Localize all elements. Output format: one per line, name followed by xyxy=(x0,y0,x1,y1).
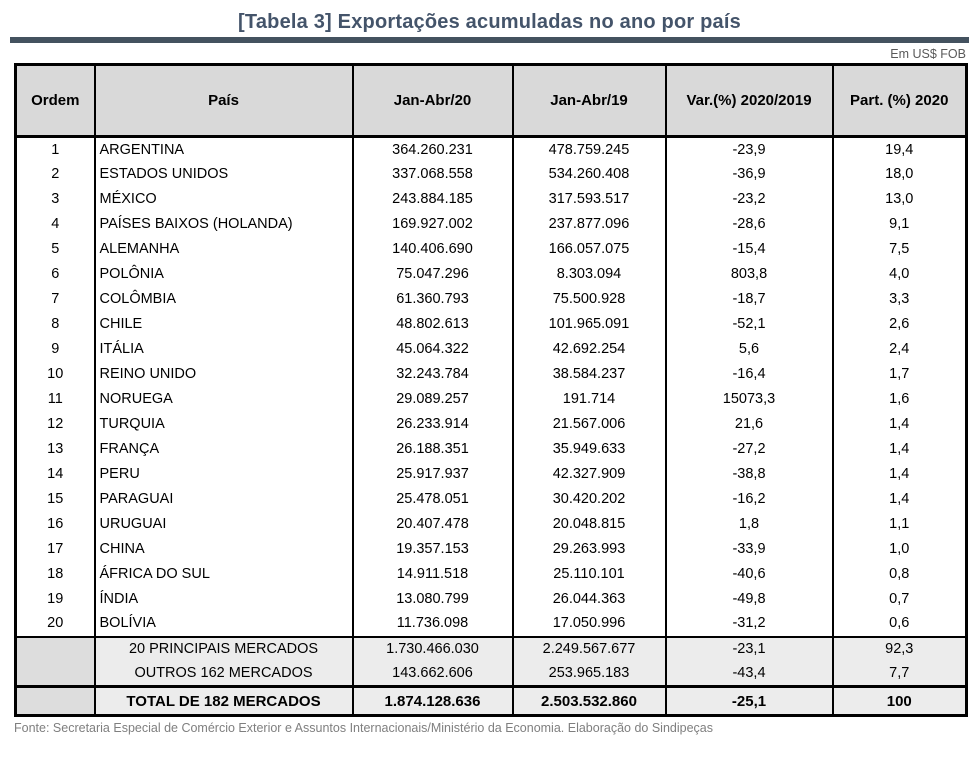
order-cell: 16 xyxy=(16,512,95,537)
value-2019-cell: 253.965.183 xyxy=(513,662,666,687)
value-2020-cell: 364.260.231 xyxy=(353,137,513,162)
variation-cell: -36,9 xyxy=(666,162,833,187)
table-row xyxy=(16,337,967,362)
share-cell: 92,3 xyxy=(833,637,967,662)
source-note: Fonte: Secretaria Especial de Comércio Exterior e Assuntos Internacionais/Ministério da Economia. Elaboração do Sindipeças xyxy=(14,721,713,735)
order-cell: 2 xyxy=(16,162,95,187)
share-cell: 7,7 xyxy=(833,662,967,687)
country-cell: 20 PRINCIPAIS MERCADOS xyxy=(95,637,353,662)
share-cell: 1,4 xyxy=(833,412,967,437)
value-2019-cell: 478.759.245 xyxy=(513,137,666,162)
variation-cell: -15,4 xyxy=(666,237,833,262)
column-header-var: Var.(%) 2020/2019 xyxy=(666,65,833,137)
country-cell: PAÍSES BAIXOS (HOLANDA) xyxy=(95,212,353,237)
order-cell: 11 xyxy=(16,387,95,412)
value-2019-cell: 166.057.075 xyxy=(513,237,666,262)
column-header-pais: País xyxy=(95,65,353,137)
variation-cell: -40,6 xyxy=(666,562,833,587)
value-2019-cell: 20.048.815 xyxy=(513,512,666,537)
order-cell: 14 xyxy=(16,462,95,487)
variation-cell: -28,6 xyxy=(666,212,833,237)
share-cell: 2,6 xyxy=(833,312,967,337)
variation-cell: -23,1 xyxy=(666,637,833,662)
table-row xyxy=(16,237,967,262)
share-cell: 1,6 xyxy=(833,387,967,412)
value-2019-cell: 42.692.254 xyxy=(513,337,666,362)
table-row xyxy=(16,562,967,587)
column-header-ordem: Ordem xyxy=(16,65,95,137)
value-2019-cell: 2.249.567.677 xyxy=(513,637,666,662)
value-2019-cell: 534.260.408 xyxy=(513,162,666,187)
country-cell: COLÔMBIA xyxy=(95,287,353,312)
country-cell: OUTROS 162 MERCADOS xyxy=(95,662,353,687)
share-cell: 2,4 xyxy=(833,337,967,362)
order-cell: 17 xyxy=(16,537,95,562)
country-cell: ALEMANHA xyxy=(95,237,353,262)
country-cell: CHINA xyxy=(95,537,353,562)
share-cell: 13,0 xyxy=(833,187,967,212)
country-cell: CHILE xyxy=(95,312,353,337)
value-2019-cell: 29.263.993 xyxy=(513,537,666,562)
order-cell: 12 xyxy=(16,412,95,437)
table-header xyxy=(16,65,967,137)
value-2020-cell: 25.478.051 xyxy=(353,487,513,512)
order-cell: 19 xyxy=(16,587,95,612)
value-2019-cell: 42.327.909 xyxy=(513,462,666,487)
value-2020-cell: 26.233.914 xyxy=(353,412,513,437)
country-cell: ÍNDIA xyxy=(95,587,353,612)
order-cell: 20 xyxy=(16,612,95,637)
share-cell: 18,0 xyxy=(833,162,967,187)
country-cell: REINO UNIDO xyxy=(95,362,353,387)
variation-cell: 1,8 xyxy=(666,512,833,537)
value-2019-cell: 26.044.363 xyxy=(513,587,666,612)
variation-cell: -16,4 xyxy=(666,362,833,387)
order-cell: 8 xyxy=(16,312,95,337)
unit-note: Em US$ FOB xyxy=(890,47,966,61)
summary-row xyxy=(16,637,967,662)
order-cell: 6 xyxy=(16,262,95,287)
value-2020-cell: 1.874.128.636 xyxy=(353,687,513,716)
table-row xyxy=(16,262,967,287)
variation-cell: 5,6 xyxy=(666,337,833,362)
value-2019-cell: 2.503.532.860 xyxy=(513,687,666,716)
page-title: [Tabela 3] Exportações acumuladas no ano por país xyxy=(238,11,741,33)
table-row xyxy=(16,387,967,412)
country-cell: ARGENTINA xyxy=(95,137,353,162)
value-2020-cell: 140.406.690 xyxy=(353,237,513,262)
table-row xyxy=(16,162,967,187)
variation-cell: 803,8 xyxy=(666,262,833,287)
share-cell: 1,7 xyxy=(833,362,967,387)
value-2019-cell: 17.050.996 xyxy=(513,612,666,637)
value-2019-cell: 75.500.928 xyxy=(513,287,666,312)
value-2020-cell: 26.188.351 xyxy=(353,437,513,462)
summary-row xyxy=(16,662,967,687)
country-cell: BOLÍVIA xyxy=(95,612,353,637)
country-cell: ÁFRICA DO SUL xyxy=(95,562,353,587)
share-cell: 0,8 xyxy=(833,562,967,587)
value-2020-cell: 243.884.185 xyxy=(353,187,513,212)
variation-cell: -18,7 xyxy=(666,287,833,312)
order-cell: 18 xyxy=(16,562,95,587)
share-cell: 3,3 xyxy=(833,287,967,312)
variation-cell: -52,1 xyxy=(666,312,833,337)
country-cell: NORUEGA xyxy=(95,387,353,412)
value-2020-cell: 29.089.257 xyxy=(353,387,513,412)
value-2020-cell: 169.927.002 xyxy=(353,212,513,237)
value-2019-cell: 237.877.096 xyxy=(513,212,666,237)
country-cell: FRANÇA xyxy=(95,437,353,462)
value-2020-cell: 14.911.518 xyxy=(353,562,513,587)
value-2020-cell: 13.080.799 xyxy=(353,587,513,612)
share-cell: 0,6 xyxy=(833,612,967,637)
value-2020-cell: 20.407.478 xyxy=(353,512,513,537)
summary-rows xyxy=(16,637,967,716)
variation-cell: -31,2 xyxy=(666,612,833,637)
header-row xyxy=(16,65,967,137)
country-rows xyxy=(16,137,967,637)
country-cell: PERU xyxy=(95,462,353,487)
title-underline-rule xyxy=(10,37,969,43)
order-cell: 3 xyxy=(16,187,95,212)
value-2019-cell: 21.567.006 xyxy=(513,412,666,437)
value-2020-cell: 11.736.098 xyxy=(353,612,513,637)
order-cell: 9 xyxy=(16,337,95,362)
table-row xyxy=(16,212,967,237)
order-cell: 7 xyxy=(16,287,95,312)
order-cell xyxy=(16,687,95,716)
value-2019-cell: 38.584.237 xyxy=(513,362,666,387)
variation-cell: -27,2 xyxy=(666,437,833,462)
share-cell: 100 xyxy=(833,687,967,716)
table-row xyxy=(16,187,967,212)
variation-cell: -38,8 xyxy=(666,462,833,487)
country-cell: TOTAL DE 182 MERCADOS xyxy=(95,687,353,716)
order-cell: 15 xyxy=(16,487,95,512)
table-row xyxy=(16,512,967,537)
share-cell: 1,0 xyxy=(833,537,967,562)
country-cell: PARAGUAI xyxy=(95,487,353,512)
table-row xyxy=(16,437,967,462)
country-cell: ITÁLIA xyxy=(95,337,353,362)
value-2020-cell: 48.802.613 xyxy=(353,312,513,337)
total-row xyxy=(16,687,967,716)
share-cell: 1,4 xyxy=(833,462,967,487)
share-cell: 1,4 xyxy=(833,437,967,462)
order-cell: 13 xyxy=(16,437,95,462)
table-row xyxy=(16,362,967,387)
table-row xyxy=(16,537,967,562)
value-2020-cell: 337.068.558 xyxy=(353,162,513,187)
value-2019-cell: 8.303.094 xyxy=(513,262,666,287)
variation-cell: -33,9 xyxy=(666,537,833,562)
order-cell: 10 xyxy=(16,362,95,387)
value-2019-cell: 101.965.091 xyxy=(513,312,666,337)
variation-cell: 15073,3 xyxy=(666,387,833,412)
value-2020-cell: 25.917.937 xyxy=(353,462,513,487)
table-row xyxy=(16,462,967,487)
value-2020-cell: 1.730.466.030 xyxy=(353,637,513,662)
share-cell: 9,1 xyxy=(833,212,967,237)
share-cell: 19,4 xyxy=(833,137,967,162)
value-2019-cell: 35.949.633 xyxy=(513,437,666,462)
column-header-jan-abr-19: Jan-Abr/19 xyxy=(513,65,666,137)
variation-cell: -16,2 xyxy=(666,487,833,512)
country-cell: MÉXICO xyxy=(95,187,353,212)
variation-cell: -43,4 xyxy=(666,662,833,687)
exports-by-country-table xyxy=(14,63,968,717)
country-cell: TURQUIA xyxy=(95,412,353,437)
value-2020-cell: 61.360.793 xyxy=(353,287,513,312)
order-cell: 4 xyxy=(16,212,95,237)
order-cell: 5 xyxy=(16,237,95,262)
table-row xyxy=(16,287,967,312)
variation-cell: -23,2 xyxy=(666,187,833,212)
table-row xyxy=(16,612,967,637)
report-page xyxy=(0,11,979,770)
order-cell: 1 xyxy=(16,137,95,162)
value-2020-cell: 143.662.606 xyxy=(353,662,513,687)
table-row xyxy=(16,587,967,612)
country-cell: POLÔNIA xyxy=(95,262,353,287)
variation-cell: -23,9 xyxy=(666,137,833,162)
share-cell: 4,0 xyxy=(833,262,967,287)
table-row xyxy=(16,412,967,437)
value-2020-cell: 32.243.784 xyxy=(353,362,513,387)
order-cell xyxy=(16,637,95,662)
value-2020-cell: 75.047.296 xyxy=(353,262,513,287)
variation-cell: 21,6 xyxy=(666,412,833,437)
column-header-jan-abr-20: Jan-Abr/20 xyxy=(353,65,513,137)
table-row xyxy=(16,487,967,512)
value-2019-cell: 25.110.101 xyxy=(513,562,666,587)
value-2019-cell: 191.714 xyxy=(513,387,666,412)
value-2020-cell: 19.357.153 xyxy=(353,537,513,562)
variation-cell: -49,8 xyxy=(666,587,833,612)
order-cell xyxy=(16,662,95,687)
table-row xyxy=(16,312,967,337)
country-cell: ESTADOS UNIDOS xyxy=(95,162,353,187)
value-2019-cell: 317.593.517 xyxy=(513,187,666,212)
share-cell: 1,4 xyxy=(833,487,967,512)
table-row xyxy=(16,137,967,162)
column-header-part: Part. (%) 2020 xyxy=(833,65,967,137)
share-cell: 0,7 xyxy=(833,587,967,612)
country-cell: URUGUAI xyxy=(95,512,353,537)
share-cell: 1,1 xyxy=(833,512,967,537)
value-2019-cell: 30.420.202 xyxy=(513,487,666,512)
share-cell: 7,5 xyxy=(833,237,967,262)
value-2020-cell: 45.064.322 xyxy=(353,337,513,362)
variation-cell: -25,1 xyxy=(666,687,833,716)
